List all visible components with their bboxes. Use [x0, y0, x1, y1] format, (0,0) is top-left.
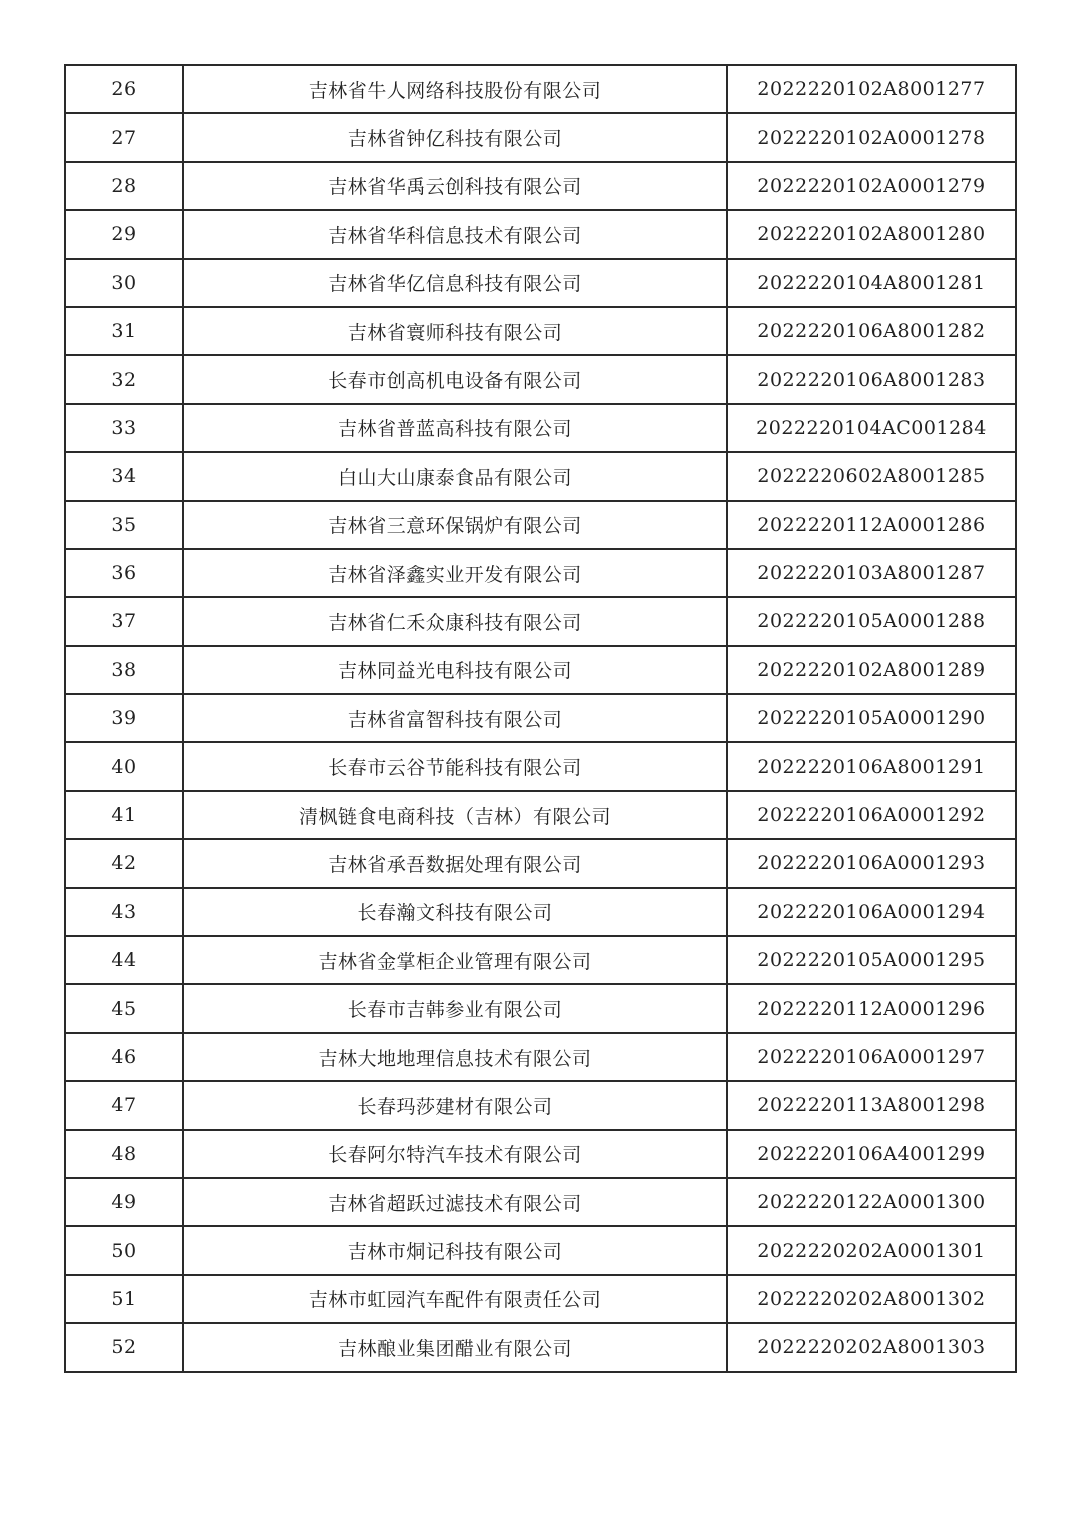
row-index-cell: 43: [65, 888, 183, 936]
table-row: [65, 210, 1016, 258]
table-row: [65, 888, 1016, 936]
table-row: [65, 307, 1016, 355]
company-name-cell: 吉林省寰师科技有限公司: [183, 307, 727, 355]
row-index-cell: 49: [65, 1178, 183, 1226]
table-row: [65, 549, 1016, 597]
registration-code-cell: 2022220106A0001297: [727, 1033, 1016, 1081]
company-name-cell: 长春市创高机电设备有限公司: [183, 355, 727, 403]
registration-code-cell: 2022220104AC001284: [727, 404, 1016, 452]
company-name-cell: 长春玛莎建材有限公司: [183, 1081, 727, 1129]
table-row: [65, 694, 1016, 742]
row-index-cell: 35: [65, 501, 183, 549]
company-name-cell: 吉林市烔记科技有限公司: [183, 1226, 727, 1274]
row-index-cell: 52: [65, 1323, 183, 1371]
registration-code-cell: 2022220106A0001294: [727, 888, 1016, 936]
company-name-cell: 吉林省华科信息技术有限公司: [183, 210, 727, 258]
company-name-cell: 吉林省普蓝高科技有限公司: [183, 404, 727, 452]
registration-code-cell: 2022220112A0001296: [727, 984, 1016, 1032]
row-index-cell: 50: [65, 1226, 183, 1274]
registration-code-cell: 2022220106A8001282: [727, 307, 1016, 355]
registration-code-cell: 2022220103A8001287: [727, 549, 1016, 597]
registration-code-cell: 2022220122A0001300: [727, 1178, 1016, 1226]
table-row: [65, 1033, 1016, 1081]
registration-code-cell: 2022220102A8001280: [727, 210, 1016, 258]
company-name-cell: 长春瀚文科技有限公司: [183, 888, 727, 936]
registration-code-cell: 2022220104A8001281: [727, 259, 1016, 307]
row-index-cell: 28: [65, 162, 183, 210]
table-row: [65, 1081, 1016, 1129]
company-name-cell: 长春市吉韩参业有限公司: [183, 984, 727, 1032]
registration-code-cell: 2022220105A0001295: [727, 936, 1016, 984]
company-name-cell: 吉林省钟亿科技有限公司: [183, 113, 727, 161]
row-index-cell: 26: [65, 65, 183, 113]
table-row: [65, 742, 1016, 790]
table-row: [65, 646, 1016, 694]
company-name-cell: 长春阿尔特汽车技术有限公司: [183, 1130, 727, 1178]
row-index-cell: 42: [65, 839, 183, 887]
company-name-cell: 白山大山康泰食品有限公司: [183, 452, 727, 500]
registration-code-cell: 2022220102A8001277: [727, 65, 1016, 113]
company-name-cell: 吉林市虹园汽车配件有限责任公司: [183, 1275, 727, 1323]
registration-code-cell: 2022220106A8001283: [727, 355, 1016, 403]
row-index-cell: 45: [65, 984, 183, 1032]
company-name-cell: 吉林省承吾数据处理有限公司: [183, 839, 727, 887]
row-index-cell: 38: [65, 646, 183, 694]
registration-code-cell: 2022220202A8001303: [727, 1323, 1016, 1371]
row-index-cell: 44: [65, 936, 183, 984]
company-list-table: [64, 64, 1017, 1373]
row-index-cell: 32: [65, 355, 183, 403]
table-row: [65, 1323, 1016, 1371]
row-index-cell: 34: [65, 452, 183, 500]
table-row: [65, 259, 1016, 307]
registration-code-cell: 2022220106A0001293: [727, 839, 1016, 887]
company-name-cell: 吉林省华亿信息科技有限公司: [183, 259, 727, 307]
table-row: [65, 1275, 1016, 1323]
company-name-cell: 吉林省超跃过滤技术有限公司: [183, 1178, 727, 1226]
company-name-cell: 吉林省仁禾众康科技有限公司: [183, 597, 727, 645]
company-name-cell: 吉林同益光电科技有限公司: [183, 646, 727, 694]
row-index-cell: 46: [65, 1033, 183, 1081]
table-row: [65, 113, 1016, 161]
registration-code-cell: 2022220102A0001279: [727, 162, 1016, 210]
company-name-cell: 吉林省富智科技有限公司: [183, 694, 727, 742]
table-row: [65, 1226, 1016, 1274]
registration-code-cell: 2022220106A8001291: [727, 742, 1016, 790]
company-name-cell: 吉林省华禹云创科技有限公司: [183, 162, 727, 210]
company-name-cell: 长春市云谷节能科技有限公司: [183, 742, 727, 790]
registration-code-cell: 2022220202A8001302: [727, 1275, 1016, 1323]
company-name-cell: 吉林省金掌柜企业管理有限公司: [183, 936, 727, 984]
row-index-cell: 36: [65, 549, 183, 597]
registration-code-cell: 2022220113A8001298: [727, 1081, 1016, 1129]
registration-code-cell: 2022220602A8001285: [727, 452, 1016, 500]
table-row: [65, 1178, 1016, 1226]
row-index-cell: 51: [65, 1275, 183, 1323]
row-index-cell: 37: [65, 597, 183, 645]
company-name-cell: 吉林酿业集团醋业有限公司: [183, 1323, 727, 1371]
table-row: [65, 355, 1016, 403]
table-row: [65, 65, 1016, 113]
row-index-cell: 48: [65, 1130, 183, 1178]
registration-code-cell: 2022220102A8001289: [727, 646, 1016, 694]
row-index-cell: 27: [65, 113, 183, 161]
company-name-cell: 吉林省三意环保锅炉有限公司: [183, 501, 727, 549]
row-index-cell: 41: [65, 791, 183, 839]
company-name-cell: 吉林省泽鑫实业开发有限公司: [183, 549, 727, 597]
table-row: [65, 597, 1016, 645]
table-row: [65, 984, 1016, 1032]
row-index-cell: 39: [65, 694, 183, 742]
row-index-cell: 30: [65, 259, 183, 307]
table-row: [65, 1130, 1016, 1178]
company-name-cell: 清枫链食电商科技（吉林）有限公司: [183, 791, 727, 839]
company-name-cell: 吉林省牛人网络科技股份有限公司: [183, 65, 727, 113]
registration-code-cell: 2022220105A0001288: [727, 597, 1016, 645]
registration-code-cell: 2022220105A0001290: [727, 694, 1016, 742]
row-index-cell: 47: [65, 1081, 183, 1129]
table-row: [65, 936, 1016, 984]
row-index-cell: 31: [65, 307, 183, 355]
company-name-cell: 吉林大地地理信息技术有限公司: [183, 1033, 727, 1081]
row-index-cell: 33: [65, 404, 183, 452]
table-row: [65, 404, 1016, 452]
registration-code-cell: 2022220202A0001301: [727, 1226, 1016, 1274]
row-index-cell: 29: [65, 210, 183, 258]
row-index-cell: 40: [65, 742, 183, 790]
table-body: [65, 65, 1016, 1372]
registration-code-cell: 2022220106A0001292: [727, 791, 1016, 839]
registration-code-cell: 2022220106A4001299: [727, 1130, 1016, 1178]
table-row: [65, 791, 1016, 839]
table-row: [65, 452, 1016, 500]
table-row: [65, 162, 1016, 210]
table-row: [65, 501, 1016, 549]
table-row: [65, 839, 1016, 887]
registration-code-cell: 2022220102A0001278: [727, 113, 1016, 161]
registration-code-cell: 2022220112A0001286: [727, 501, 1016, 549]
